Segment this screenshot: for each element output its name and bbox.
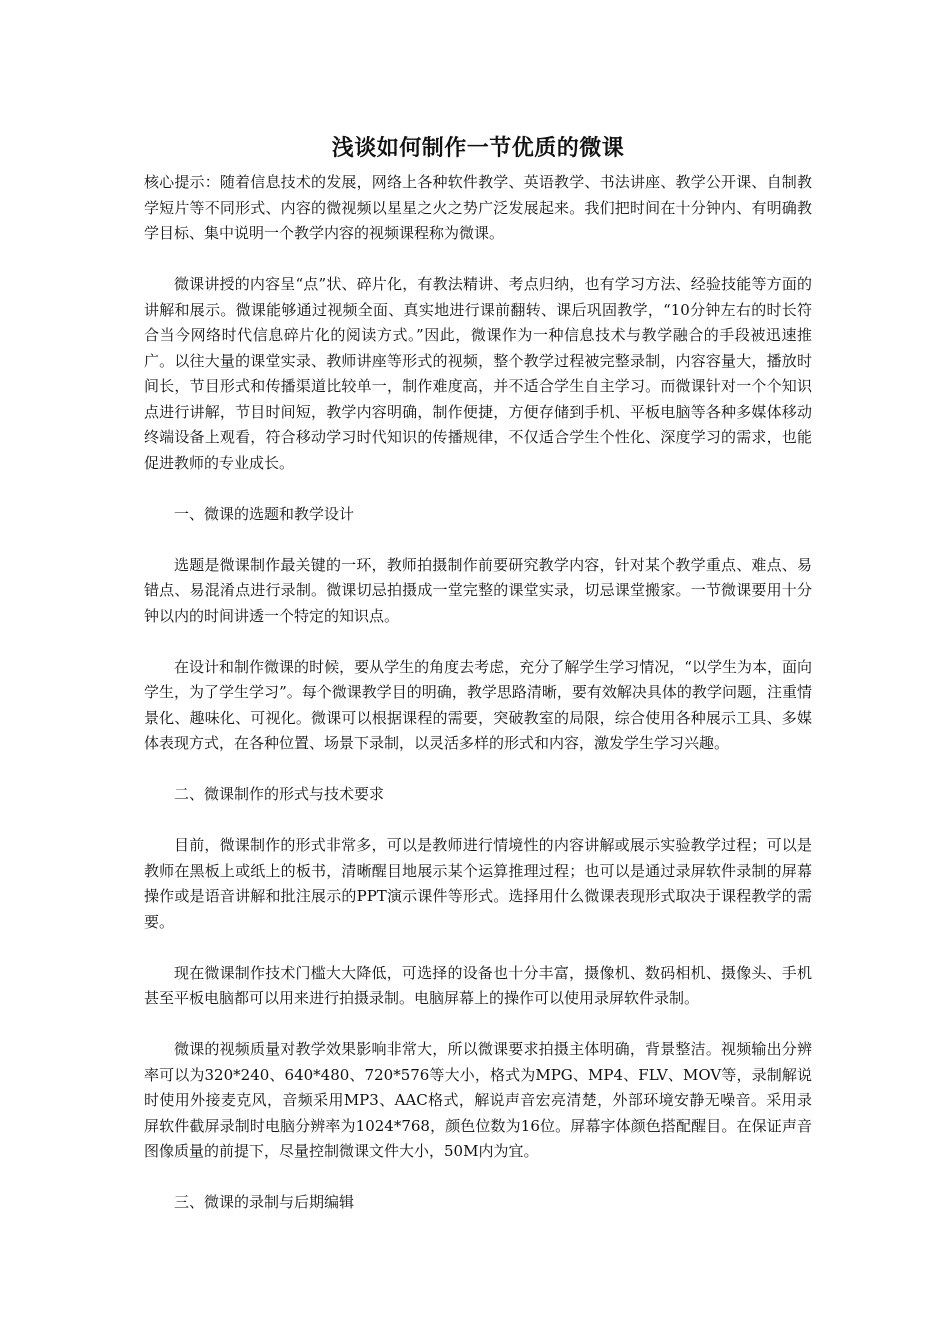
intro-paragraph: 核心提示：随着信息技术的发展，网络上各种软件教学、英语教学、书法讲座、教学公开课、自制教学短片等不同形式、内容的微视频以星星之火之势广泛发展起来。我们把时间在十分钟内、有明确教学目标、集中说明一个教学内容的视频课程称为微课。 xyxy=(144,173,812,242)
paragraph-2: 选题是微课制作最关键的一环，教师拍摄制作前要研究教学内容，针对某个教学重点、难点、易错点、易混淆点进行录制。微课切忌拍摄成一堂完整的课堂实录，切忌课堂搬家。一节微课要用十分钟以内的时间讲透一个特定的知识点。 xyxy=(144,555,812,625)
paragraph-6: 微课的视频质量对教学效果影响非常大，所以微课要求拍摄主体明确，背景整洁。视频输出分辨率可以为320*240、640*480、720*576等大小，格式为MPG、MP4、FLV、MOV等，录制解说时使用外接麦克风，音频采用MP3、AAC格式，解说声音宏亮清楚，外部环境安静无噪音。采用录屏软件截屏录制时电脑分辨率为1024*768，颜色位数为16位。屏幕字体颜色搭配醒目。在保证声音图像质量的前提下，尽量控制微课文件大小，50M内为宜。 xyxy=(144,1040,812,1160)
paragraph-3: 在设计和制作微课的时候，要从学生的角度去考虑，充分了解学生学习情况，“以学生为本，面向学生，为了学生学习”。每个微课教学目的明确，教学思路清晰，要有效解决具体的教学问题，注重情景化、趣味化、可视化。微课可以根据课程的需要，突破教室的局限，综合使用各种展示工具、多媒体表现方式，在各种位置、场景下录制，以灵活多样的形式和内容，激发学生学习兴趣。 xyxy=(144,657,812,752)
section-heading-2: 二、微课制作的形式与技术要求 xyxy=(174,785,385,803)
paragraph-4: 目前，微课制作的形式非常多，可以是教师进行情境性的内容讲解或展示实验教学过程；可以是教师在黑板上或纸上的板书，清晰醒目地展示某个运算推理过程；也可以是通过录屏软件录制的屏幕操作或是语音讲解和批注展示的PPT演示课件等形式。选择用什么微课表现形式取决于课程教学的需要。 xyxy=(144,836,812,931)
paragraph-1: 微课讲授的内容呈“点”状、碎片化，有教法精讲、考点归纳，也有学习方法、经验技能等方面的讲解和展示。微课能够通过视频全面、真实地进行课前翻转、课后巩固教学，“10分钟左右的时长符合当今网络时代信息碎片化的阅读方式。”因此，微课作为一种信息技术与教学融合的手段被迅速推广。以往大量的课堂实录、教师讲座等形式的视频，整个教学过程被完整录制，内容容量大，播放时间长，节目形式和传播渠道比较单一，制作难度高，并不适合学生自主学习。而微课针对一个个知识点进行讲解，节目时间短，教学内容明确，制作便捷，方便存储到手机、平板电脑等各种多媒体移动终端设备上观看，符合移动学习时代知识的传播规律，不仅适合学生个性化、深度学习的需求，也能促进教师的专业成长。 xyxy=(144,275,812,472)
section-heading-1: 一、微课的选题和教学设计 xyxy=(174,504,355,523)
section-heading-3: 三、微课的录制与后期编辑 xyxy=(174,1193,355,1211)
document-body xyxy=(144,128,812,1241)
paragraph-5: 现在微课制作技术门槛大大降低，可选择的设备也十分丰富，摄像机、数码相机、摄像头、手机甚至平板电脑都可以用来进行拍摄录制。电脑屏幕上的操作可以使用录屏软件录制。 xyxy=(144,963,812,1007)
document-title: 浅谈如何制作一节优质的微课 xyxy=(331,135,625,161)
